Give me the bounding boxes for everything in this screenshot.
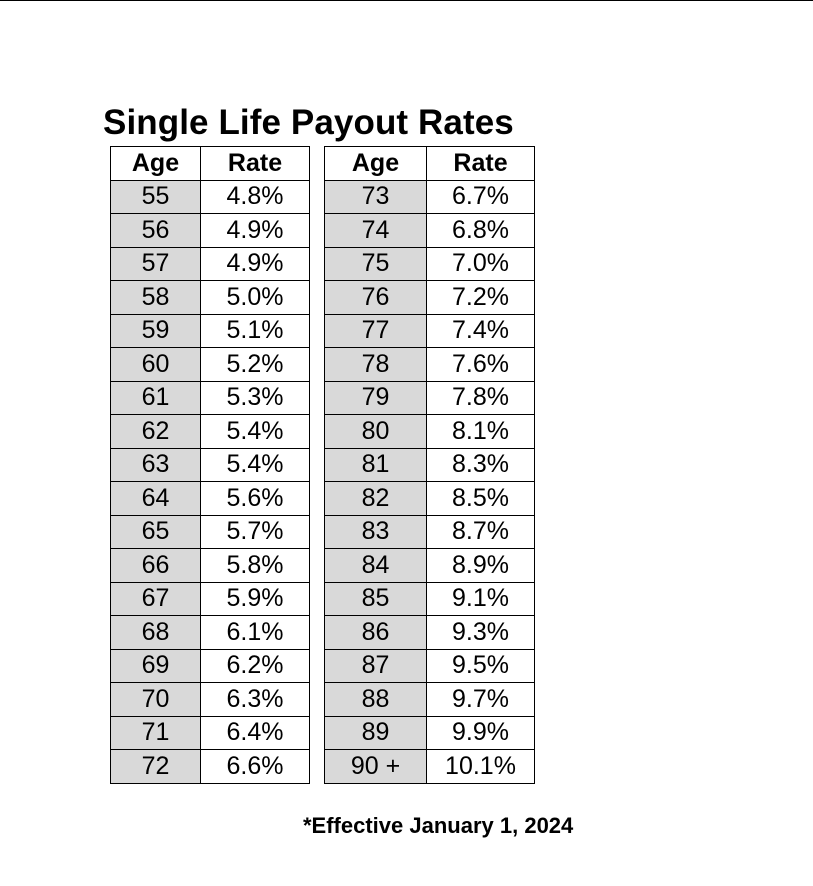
age-cell: 90 + [325,750,427,784]
rate-cell: 6.3% [201,683,310,717]
effective-date-footnote: *Effective January 1, 2024 [303,813,574,838]
rate-column-header: Rate [201,147,310,181]
table-row [111,448,310,482]
table-row [325,549,535,583]
age-cell: 62 [111,415,201,449]
age-cell: 72 [111,750,201,784]
rate-cell: 6.7% [427,180,535,214]
age-cell: 69 [111,649,201,683]
table-row [111,180,310,214]
age-cell: 73 [325,180,427,214]
rate-cell: 7.8% [427,381,535,415]
rate-cell: 5.1% [201,314,310,348]
rate-cell: 5.3% [201,381,310,415]
age-cell: 61 [111,381,201,415]
table-row [111,247,310,281]
table-header-row [325,147,535,181]
table-row [111,482,310,516]
age-cell: 59 [111,314,201,348]
age-cell: 79 [325,381,427,415]
rate-cell: 4.9% [201,214,310,248]
age-cell: 83 [325,515,427,549]
rate-cell: 9.7% [427,683,535,717]
age-cell: 68 [111,616,201,650]
rate-cell: 8.9% [427,549,535,583]
age-cell: 56 [111,214,201,248]
age-cell: 86 [325,616,427,650]
age-cell: 87 [325,649,427,683]
age-cell: 67 [111,582,201,616]
table-row [111,381,310,415]
table-row [111,314,310,348]
table-row [325,582,535,616]
rate-cell: 7.4% [427,314,535,348]
age-cell: 80 [325,415,427,449]
rate-cell: 8.3% [427,448,535,482]
rate-cell: 7.0% [427,247,535,281]
rate-cell: 5.7% [201,515,310,549]
table-row [111,582,310,616]
age-column-header: Age [111,147,201,181]
table-row [325,381,535,415]
table-row [325,515,535,549]
rate-cell: 7.6% [427,348,535,382]
rate-cell: 8.1% [427,415,535,449]
rate-cell: 5.8% [201,549,310,583]
table-row [325,415,535,449]
table-row [111,281,310,315]
payout-table-right-body [325,180,535,783]
age-column-header: Age [325,147,427,181]
age-cell: 58 [111,281,201,315]
table-row [325,649,535,683]
age-cell: 55 [111,180,201,214]
age-cell: 65 [111,515,201,549]
age-cell: 71 [111,716,201,750]
table-row [325,683,535,717]
age-cell: 89 [325,716,427,750]
age-cell: 74 [325,214,427,248]
age-cell: 63 [111,448,201,482]
rate-cell: 5.9% [201,582,310,616]
table-row [325,314,535,348]
rate-cell: 7.2% [427,281,535,315]
rate-cell: 6.4% [201,716,310,750]
table-row [111,515,310,549]
rate-column-header: Rate [427,147,535,181]
age-cell: 82 [325,482,427,516]
table-row [111,750,310,784]
table-row [325,716,535,750]
table-row [111,683,310,717]
table-row [325,448,535,482]
rate-cell: 8.7% [427,515,535,549]
table-row [325,281,535,315]
table-row [111,549,310,583]
rate-cell: 4.9% [201,247,310,281]
rate-cell: 6.1% [201,616,310,650]
age-cell: 77 [325,314,427,348]
rate-cell: 5.0% [201,281,310,315]
age-cell: 81 [325,448,427,482]
table-row [111,415,310,449]
table-row [325,214,535,248]
table-row [325,750,535,784]
table-row [325,348,535,382]
page-title: Single Life Payout Rates [103,103,514,142]
rate-cell: 5.4% [201,415,310,449]
age-cell: 88 [325,683,427,717]
table-row [325,482,535,516]
rate-cell: 9.9% [427,716,535,750]
table-row [111,716,310,750]
rate-cell: 6.8% [427,214,535,248]
table-row [111,348,310,382]
table-row [111,649,310,683]
table-row [111,616,310,650]
rate-cell: 5.4% [201,448,310,482]
rate-cell: 5.6% [201,482,310,516]
rate-cell: 4.8% [201,180,310,214]
age-cell: 70 [111,683,201,717]
rate-cell: 6.6% [201,750,310,784]
rate-cell: 10.1% [427,750,535,784]
age-cell: 66 [111,549,201,583]
table-row [325,247,535,281]
table-header-row [111,147,310,181]
rate-cell: 5.2% [201,348,310,382]
age-cell: 85 [325,582,427,616]
top-divider [0,0,813,1]
age-cell: 60 [111,348,201,382]
age-cell: 75 [325,247,427,281]
payout-table-left [110,146,310,784]
table-row [325,180,535,214]
age-cell: 78 [325,348,427,382]
rate-cell: 6.2% [201,649,310,683]
age-cell: 57 [111,247,201,281]
payout-table-right [324,146,535,784]
rate-cell: 9.3% [427,616,535,650]
age-cell: 84 [325,549,427,583]
rate-cell: 9.5% [427,649,535,683]
rate-cell: 8.5% [427,482,535,516]
table-row [325,616,535,650]
age-cell: 76 [325,281,427,315]
table-row [111,214,310,248]
rate-cell: 9.1% [427,582,535,616]
age-cell: 64 [111,482,201,516]
payout-table-left-body [111,180,310,783]
